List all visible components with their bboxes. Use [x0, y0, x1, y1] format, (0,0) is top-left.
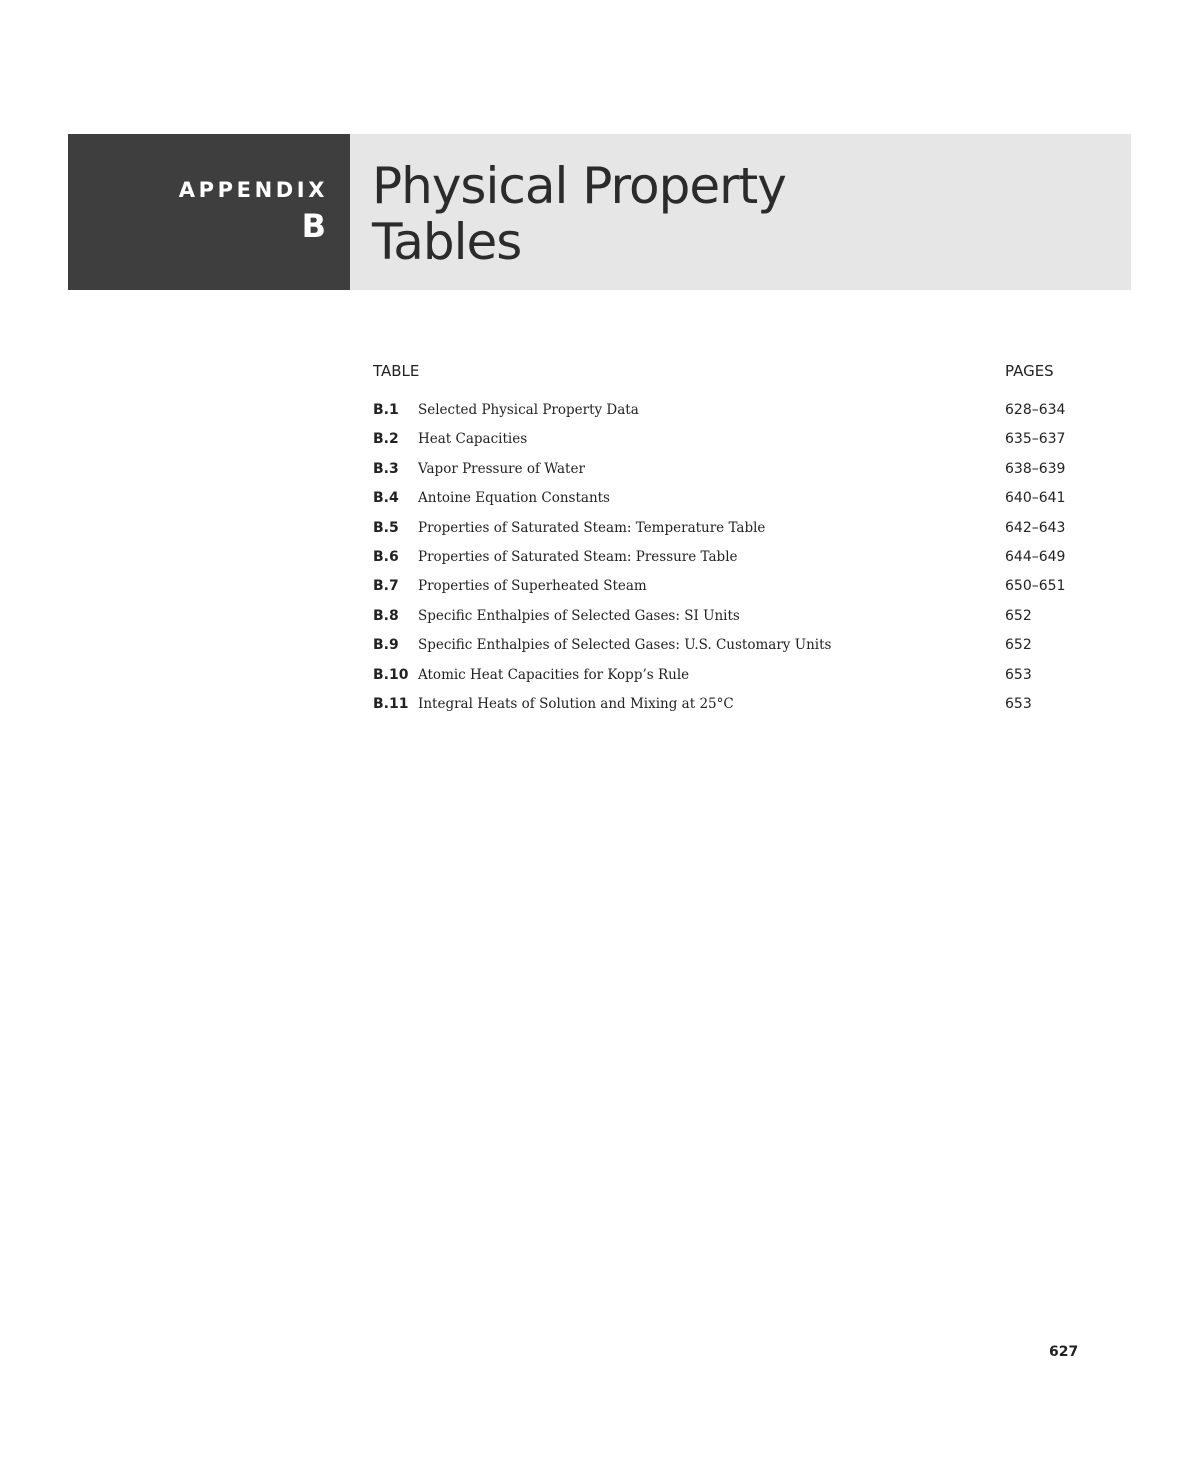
toc-row: [373, 549, 1083, 578]
toc-row-title: Vapor Pressure of Water: [418, 460, 585, 477]
toc-row-number: B.10: [373, 666, 409, 683]
toc-row-title: Heat Capacities: [418, 431, 528, 448]
toc-header: [373, 360, 1083, 390]
toc-row-pages: 644–649: [1005, 548, 1066, 565]
toc-column-pages: PAGES: [1005, 362, 1054, 380]
toc-row-pages: 650–651: [1005, 578, 1066, 595]
title-banner: [350, 134, 1131, 290]
toc-row-pages: 652: [1005, 607, 1032, 624]
toc-row: [373, 490, 1083, 519]
page-title: [372, 158, 786, 270]
toc-row-number: B.2: [373, 431, 399, 448]
appendix-banner: [68, 134, 350, 290]
toc-row-title: Atomic Heat Capacities for Kopp’s Rule: [418, 666, 690, 683]
toc-row-pages: 653: [1005, 666, 1032, 683]
toc-row: [373, 461, 1083, 490]
toc-row-title: Properties of Saturated Steam: Temperature Table: [418, 519, 766, 536]
toc-row: [373, 431, 1083, 460]
toc-column-table: TABLE: [373, 362, 420, 380]
appendix-letter: B: [301, 207, 326, 245]
toc-row-number: B.5: [373, 519, 399, 536]
toc-row-number: B.4: [373, 490, 399, 507]
toc-row-pages: 652: [1005, 637, 1032, 654]
toc-row-number: B.9: [373, 637, 399, 654]
toc-row: [373, 696, 1083, 725]
toc-row: [373, 520, 1083, 549]
toc-row-title: Specific Enthalpies of Selected Gases: SI Units: [418, 607, 740, 624]
toc-row-pages: 642–643: [1005, 519, 1066, 536]
page-title-line-1: Physical Property: [372, 157, 786, 215]
toc-row: [373, 637, 1083, 666]
toc-row-number: B.6: [373, 548, 399, 565]
toc-row-pages: 628–634: [1005, 402, 1066, 418]
toc-row-pages: 653: [1005, 695, 1032, 712]
toc-row-title: Antoine Equation Constants: [418, 490, 610, 507]
toc-row-title: Properties of Saturated Steam: Pressure Table: [418, 548, 738, 565]
toc-row-pages: 640–641: [1005, 490, 1066, 507]
toc-rows: [373, 402, 1083, 725]
toc-row-number: B.3: [373, 460, 399, 477]
page-number: 627: [1049, 1344, 1079, 1360]
toc-row-title: Integral Heats of Solution and Mixing at 25°C: [418, 695, 734, 712]
toc-row-title: Specific Enthalpies of Selected Gases: U.S. Customary Units: [418, 637, 832, 654]
toc-row-number: B.7: [373, 578, 399, 595]
toc-row-number: B.8: [373, 607, 399, 624]
toc-row-number: B.1: [373, 402, 399, 418]
toc-row-title: Properties of Superheated Steam: [418, 578, 647, 595]
toc-row: [373, 608, 1083, 637]
page-title-line-2: Tables: [372, 213, 522, 271]
toc-row: [373, 578, 1083, 607]
toc-row-pages: 638–639: [1005, 460, 1066, 477]
toc-row: [373, 667, 1083, 696]
toc-row-number: B.11: [373, 695, 409, 712]
appendix-label: APPENDIX: [178, 178, 328, 202]
toc-row: [373, 402, 1083, 431]
toc-row-pages: 635–637: [1005, 431, 1066, 448]
toc-row-title: Selected Physical Property Data: [418, 402, 639, 418]
table-of-contents: [373, 360, 1083, 712]
